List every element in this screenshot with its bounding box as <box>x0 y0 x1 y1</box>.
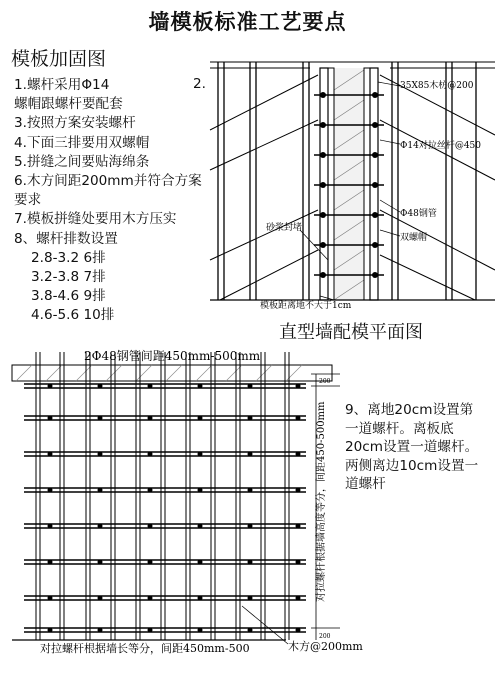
wall-hatch <box>334 68 364 300</box>
wall-section-diagram <box>210 60 495 312</box>
note-1a: 1.螺杆采用Φ14 <box>14 77 110 93</box>
row-setting-3: 3.8-4.6 9排 <box>31 288 106 305</box>
section-subtitle: 模板加固图 <box>11 48 107 70</box>
dim-bottom-200: 200 <box>319 633 331 640</box>
wall-elevation-diagram <box>6 344 363 666</box>
row-setting-4: 4.6-5.6 10排 <box>31 307 115 324</box>
note-6: 6.木方间距200mm并符合方案要求 <box>14 173 202 209</box>
bottom-dimension-label: 对拉螺杆根据墙长等分，间距450mm-500 <box>40 642 250 655</box>
row-setting-1: 2.8-3.2 6排 <box>31 249 106 266</box>
note-7: 7.模板拼缝处要用木方压实 <box>14 211 177 228</box>
dim-top-200: 200 <box>319 378 331 385</box>
timber-spacing-label: 木方@200mm <box>288 640 363 653</box>
label-timber: 35X85木枋@200 <box>400 81 474 91</box>
label-bolt: Φ14对拉丝杆@450 <box>400 141 482 151</box>
label-sponge: 砂浆封堵 <box>266 223 303 233</box>
note-4: 4.下面三排要用双螺帽 <box>14 134 150 151</box>
label-bottom: 模板距离地不大于1cm <box>260 301 352 311</box>
row-setting-2: 3.2-3.8 7排 <box>31 269 106 286</box>
section-diagram-title: 直型墙配模平面图 <box>279 322 423 343</box>
right-dimension-label: 对拉螺杆根据墙高度等分，间距450-500mm <box>316 401 327 602</box>
note-5: 5.拼缝之间要贴海绵条 <box>14 153 150 170</box>
left-form-board <box>328 68 334 300</box>
notes-list <box>14 76 214 326</box>
note-9: 9、离地20cm设置第一道螺杆。离板底20cm设置一道螺杆。两侧离边10cm设置一道螺杆 <box>345 402 479 493</box>
label-tube: Φ48钢管 <box>400 209 437 219</box>
note-2: 2. <box>193 76 206 92</box>
label-nut: 双螺帽 <box>400 233 428 243</box>
note-8: 8、螺杆排数设置 <box>14 230 118 247</box>
page-title: 墙模板标准工艺要点 <box>148 10 347 34</box>
right-form-board <box>364 68 370 300</box>
tie-rod-nuts <box>48 384 301 633</box>
top-dimension-label: 2Φ48钢管间距450mm-500mm <box>84 349 261 363</box>
note-1b: 螺帽跟螺杆要配套 <box>14 96 123 113</box>
note-3: 3.按照方案安装螺杆 <box>14 115 136 132</box>
